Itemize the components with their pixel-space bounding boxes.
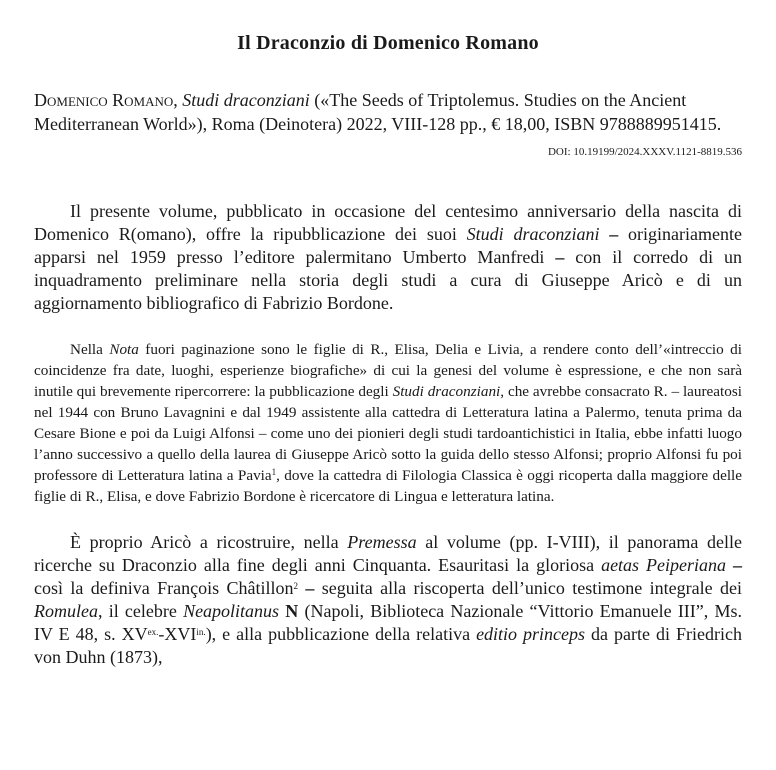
dash: –: [555, 247, 576, 267]
superscript-ex: ex.: [147, 627, 159, 637]
citation-separator: ,: [173, 90, 183, 110]
text-run: , dove la cattedra di Filologia Classica è oggi ricoperta dalla maggiore delle figlie di R., Elisa, e dove Fabrizio Bordone è ricercatore di Lingua e letteratura latina.: [34, 467, 742, 505]
text-run: seguita alla riscoperta dell’unico testimone integrale dei: [321, 578, 742, 598]
text-run: , che avrebbe consacrato R. – laureatosi nel 1944 con Bruno Lavagnini e dal 1949 assistente alla cattedra di Letteratura latina a Palermo, tenuta prima da Cesare Bione e poi da Luigi Alfonsi – come uno dei pionieri degli studi tardoantichistici in Italia, ebbe infatti luogo l’anno successivo a quello della laurea di Giuseppe Aricò sotto la guida dello stesso Alfonsi; proprio Alfonsi fu poi professore di Letteratura latina a Pavia: [34, 383, 742, 484]
italic-run: Romulea: [34, 601, 98, 621]
text-run: così la definiva François Châtillon: [34, 578, 294, 598]
italic-run: Nota: [109, 341, 139, 358]
dash: –: [599, 224, 629, 244]
footnote-ref-2[interactable]: 2: [293, 581, 299, 591]
dash: –: [298, 578, 322, 598]
text-run: fuori paginazione sono le figlie di R., Elisa, Delia e Livia, a rendere conto dell’«intreccio di coincidenze fra date, luoghi, esperienze biografiche» di cui la genesi del volume è espressione, e che non sarà inutile qui brevemente ripercorrere: la pubblicazione degli: [34, 341, 742, 400]
bibliographic-citation: [34, 88, 742, 136]
paragraph-premessa: [34, 531, 742, 669]
text-run: Nella: [70, 341, 110, 358]
text-run: ), e alla pubblicazione della relativa: [205, 624, 477, 644]
text-run: da parte di Friedrich von Duhn (1873),: [34, 624, 742, 667]
italic-run: aetas Peiperiana: [601, 555, 727, 575]
citation-work-title: Studi draconziani: [182, 90, 310, 110]
footnote-ref-1[interactable]: 1: [271, 467, 277, 477]
siglum-bold: N: [279, 601, 299, 621]
text-run: con il corredo di un inquadramento preliminare nella storia degli studi a cura di Giuseppe Aricò e di un aggiornamento bibliografico di Fabrizio Bordone.: [34, 247, 743, 313]
citation-series-details: («The Seeds of Triptolemus. Studies on the Ancient Mediterranean World»), Roma (Deinotera) 2022, VIII-128 pp., € 18,00, ISBN 9788889951415.: [34, 90, 722, 134]
paragraph-nota: [34, 339, 742, 507]
text-run: originariamente apparsi nel 1959 presso l’editore palermitano Umberto Manfredi: [34, 224, 742, 267]
italic-run: Premessa: [347, 532, 417, 552]
italic-run: Studi draconziani: [392, 383, 501, 400]
citation-author: Domenico Romano: [34, 90, 174, 110]
text-run: -XVI: [158, 624, 197, 644]
text-run: al volume (pp. I-VIII), il panorama delle ricerche su Draconzio alla fine degli anni Cinquanta. Esauritasi la gloriosa: [34, 532, 742, 575]
text-run: , il celebre: [97, 601, 184, 621]
text-run: (Napoli, Biblioteca Nazionale “Vittorio Emanuele III”, Ms. IV E 48, s. XV: [34, 601, 743, 644]
paragraph-intro: [34, 200, 742, 315]
italic-run: Neapolitanus: [183, 601, 280, 621]
italic-run: editio princeps: [476, 624, 586, 644]
text-run: È proprio Aricò a ricostruire, nella: [70, 532, 348, 552]
review-title: Il Draconzio di Domenico Romano: [237, 32, 539, 54]
doi-line: DOI: 10.19199/2024.XXXV.1121-8819.536: [547, 146, 742, 158]
superscript-in: in.: [196, 627, 206, 637]
italic-run: Studi draconziani: [466, 224, 600, 244]
text-run: Il presente volume, pubblicato in occasione del centesimo anniversario della nascita di Domenico R(omano), offre la ripubblicazione dei suoi: [34, 201, 742, 244]
dash: –: [726, 555, 742, 575]
